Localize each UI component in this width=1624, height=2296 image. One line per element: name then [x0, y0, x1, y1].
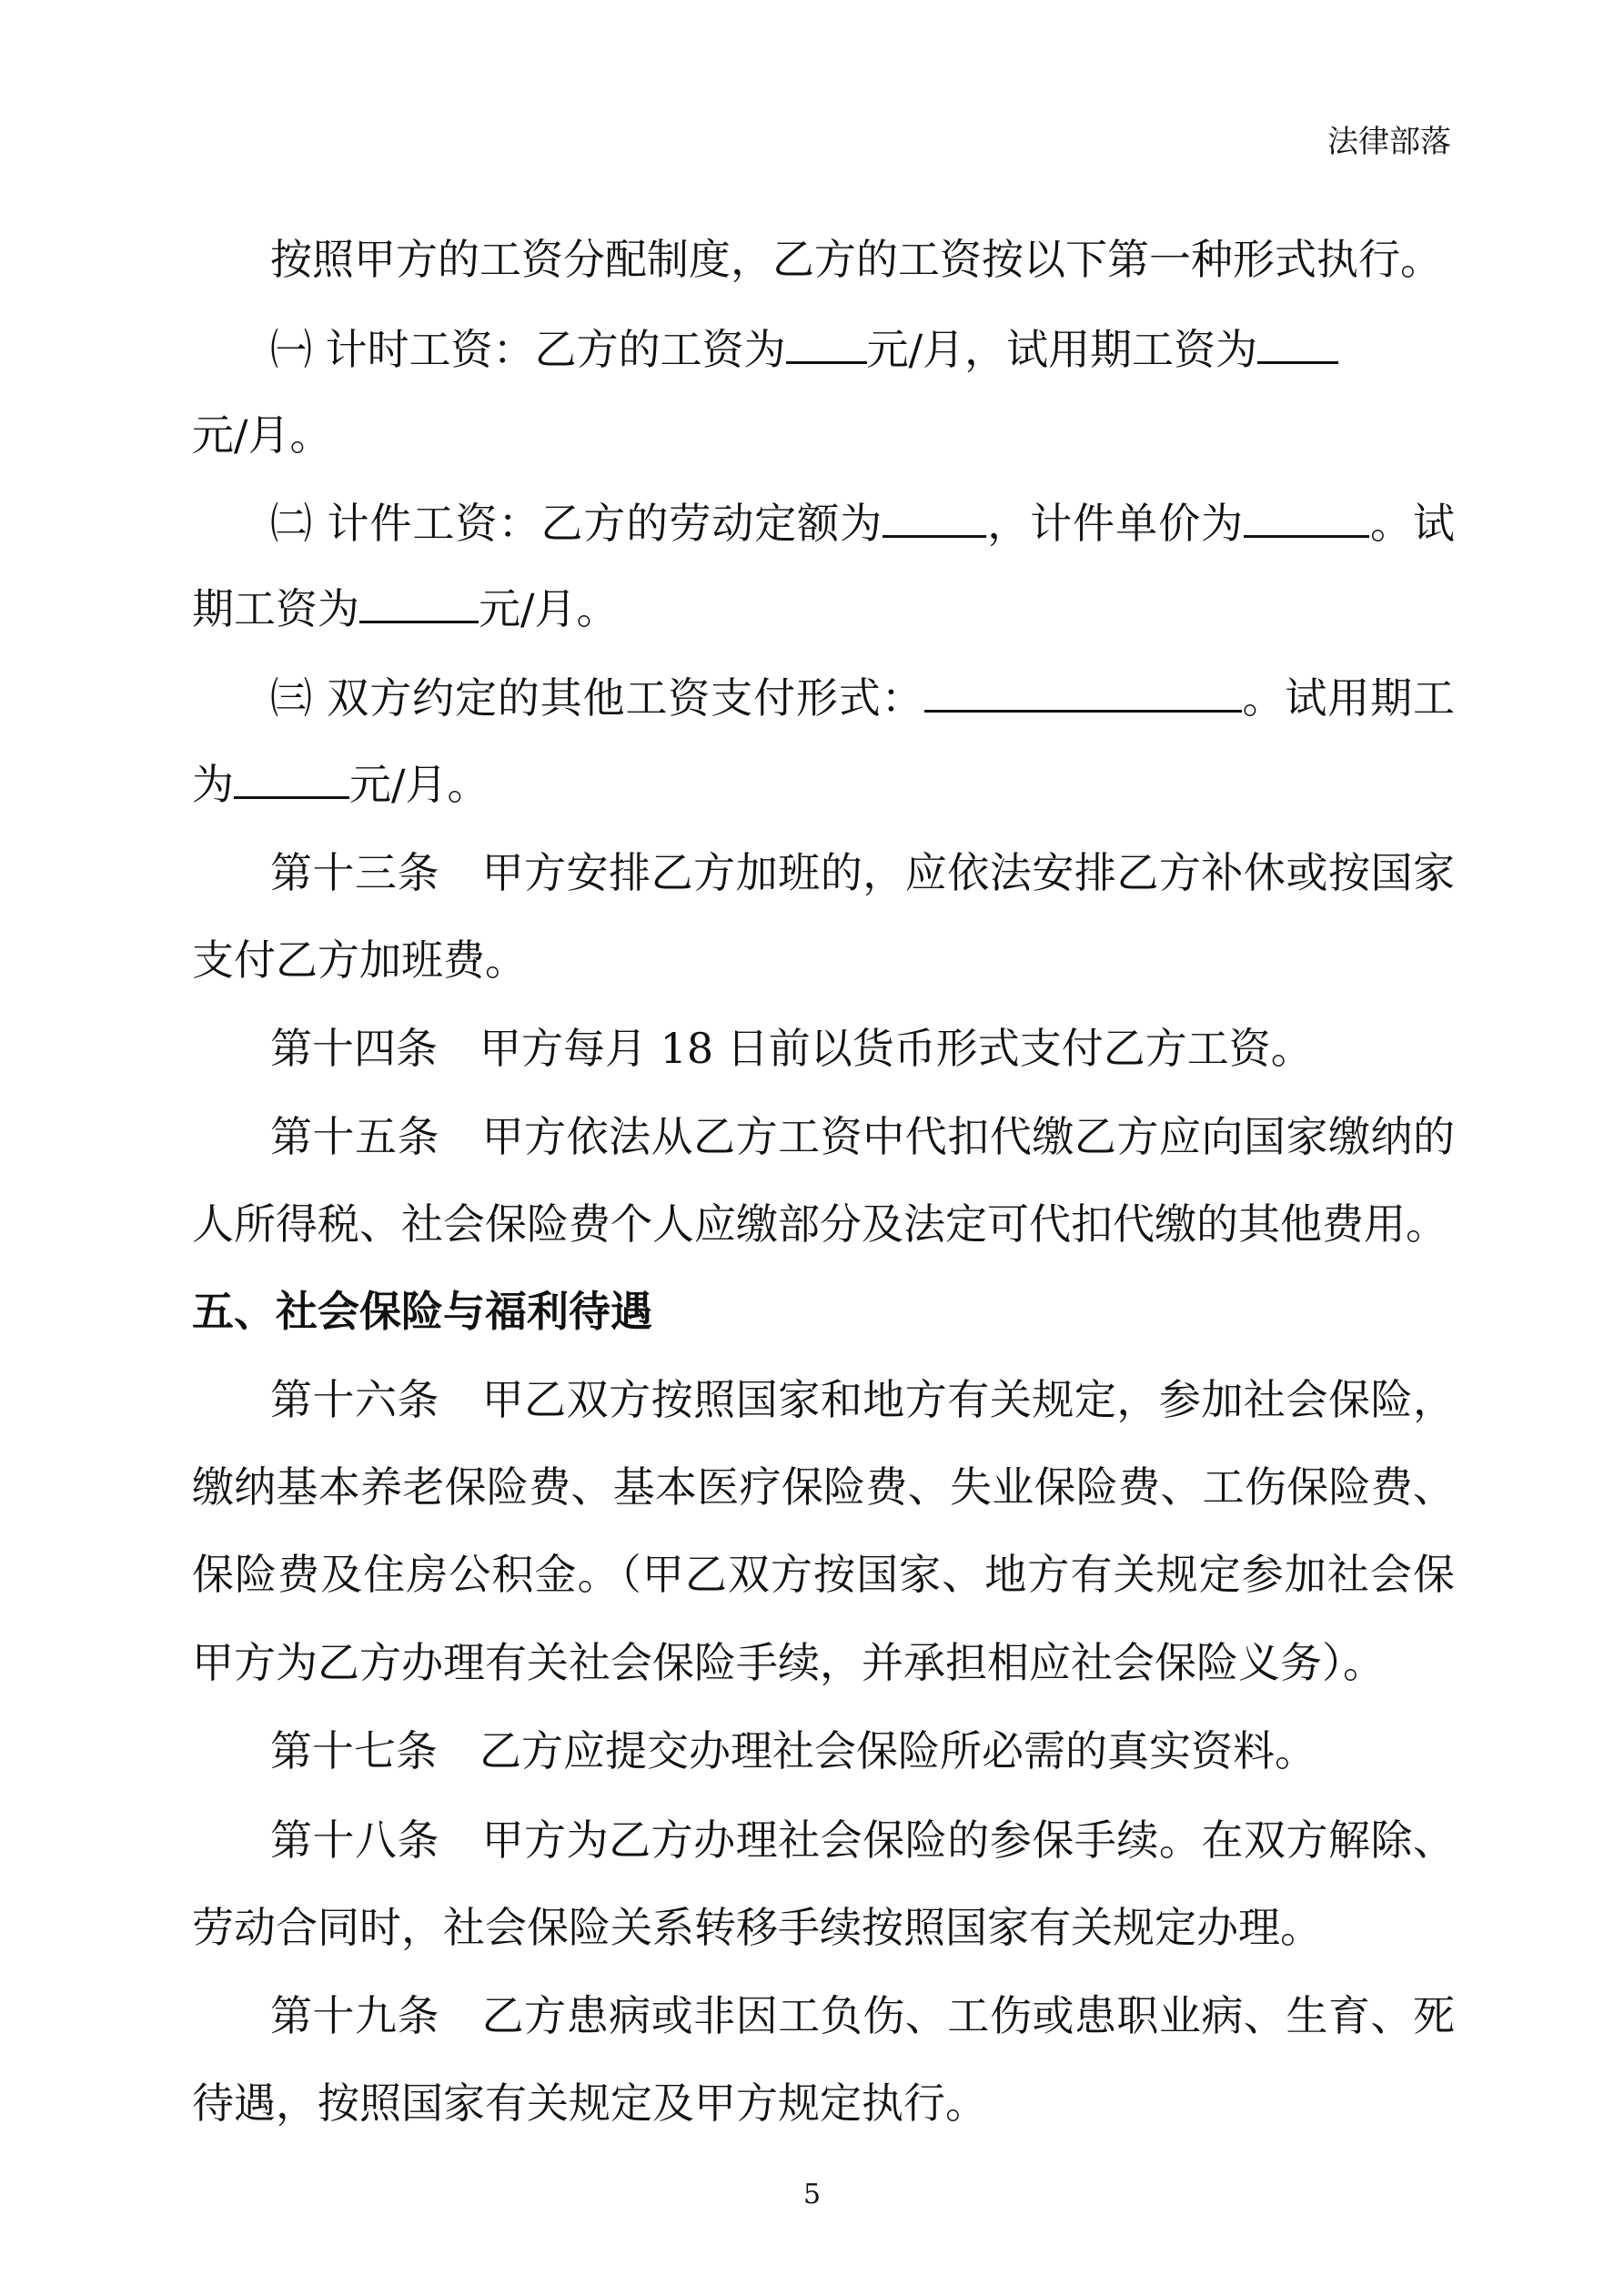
text-line	[270, 1372, 1455, 1427]
text-segment: ㈢ 双方约定的其他工资支付形式：	[270, 673, 924, 723]
text-line	[192, 1197, 1447, 1251]
text-segment: 第十七条 乙方应提交办理社会保险所必需的真实资料。	[270, 1726, 1316, 1775]
text-line	[270, 845, 1455, 900]
text-segment: 五、社会保险与福利待遇	[192, 1287, 652, 1336]
text-line	[270, 670, 1455, 724]
text-segment: 第十五条 甲方依法从乙方工资中代扣代缴乙方应向国家缴纳的	[270, 1112, 1455, 1161]
fill-in-blank	[359, 581, 479, 623]
text-line	[270, 1988, 1455, 2043]
text-segment: 保险费及住房公积金。（甲乙双方按国家、地方有关规定参加社会保	[192, 1550, 1455, 1599]
page-header: 法律部落	[1327, 124, 1451, 160]
text-segment: 为	[192, 760, 234, 809]
text-line	[192, 2076, 987, 2130]
text-line	[192, 581, 619, 635]
text-segment: 甲方为乙方办理有关社会保险手续，并承担相应社会保险义务）。	[192, 1638, 1385, 1687]
text-line	[270, 1021, 1313, 1076]
text-segment: 劳动合同时，社会保险关系转移手续按照国家有关规定办理。	[192, 1903, 1322, 1952]
text-segment: 。试用期工	[1241, 673, 1455, 723]
text-segment: ，计件单价为	[986, 499, 1245, 548]
text-segment: ㈡ 计件工资：乙方的劳动定额为	[270, 499, 883, 548]
text-line	[192, 1900, 1322, 1955]
fill-in-blank	[234, 756, 349, 799]
text-line	[270, 1109, 1455, 1164]
fill-in-blank	[786, 321, 867, 364]
text-line	[270, 495, 1455, 550]
text-line	[192, 1547, 1455, 1602]
text-line	[270, 321, 1338, 376]
text-line	[270, 1724, 1316, 1778]
text-line	[192, 1460, 1455, 1514]
text-segment: 第十三条 甲方安排乙方加班的，应依法安排乙方补休或按国家	[270, 848, 1455, 897]
text-segment: 元/月。	[192, 410, 332, 460]
text-segment: 第十四条 甲方每月 18 日前以货币形式支付乙方工资。	[270, 1024, 1313, 1073]
text-segment: ㈠ 计时工资：乙方的工资为	[270, 325, 786, 374]
text-segment: 人所得税、社会保险费个人应缴部分及法定可代扣代缴的其他费用。	[192, 1199, 1447, 1249]
text-segment: 支付乙方加班费。	[192, 936, 527, 985]
text-line	[192, 408, 332, 462]
text-segment: 待遇，按照国家有关规定及甲方规定执行。	[192, 2079, 987, 2128]
text-line	[270, 1813, 1455, 1867]
text-segment: 期工资为	[192, 584, 359, 633]
page-number: 5	[802, 2179, 822, 2210]
text-segment: 按照甲方的工资分配制度，乙方的工资按以下第一种形式执行。	[270, 235, 1442, 284]
fill-in-blank	[924, 670, 1242, 713]
text-segment: 第十八条 甲方为乙方办理社会保险的参保手续。在双方解除、	[270, 1816, 1455, 1865]
text-segment: 缴纳基本养老保险费、基本医疗保险费、失业保险费、工伤保险费、	[192, 1462, 1455, 1512]
text-line	[192, 933, 527, 987]
text-segment: 元/月，试用期工资为	[866, 325, 1258, 374]
text-line	[270, 232, 1442, 287]
text-line	[192, 1635, 1385, 1690]
text-segment: 第十九条 乙方患病或非因工负伤、工伤或患职业病、生育、死	[270, 1991, 1455, 2040]
text-segment: 元/月。	[349, 760, 489, 809]
fill-in-blank	[1244, 495, 1369, 538]
fill-in-blank	[883, 495, 986, 538]
fill-in-blank	[1257, 321, 1338, 364]
text-segment: 。试	[1369, 499, 1455, 548]
text-segment: 第十六条 甲乙双方按照国家和地方有关规定，参加社会保险，	[270, 1375, 1455, 1424]
text-line	[192, 756, 489, 811]
text-segment: 元/月。	[479, 584, 619, 633]
section-heading	[192, 1284, 652, 1339]
